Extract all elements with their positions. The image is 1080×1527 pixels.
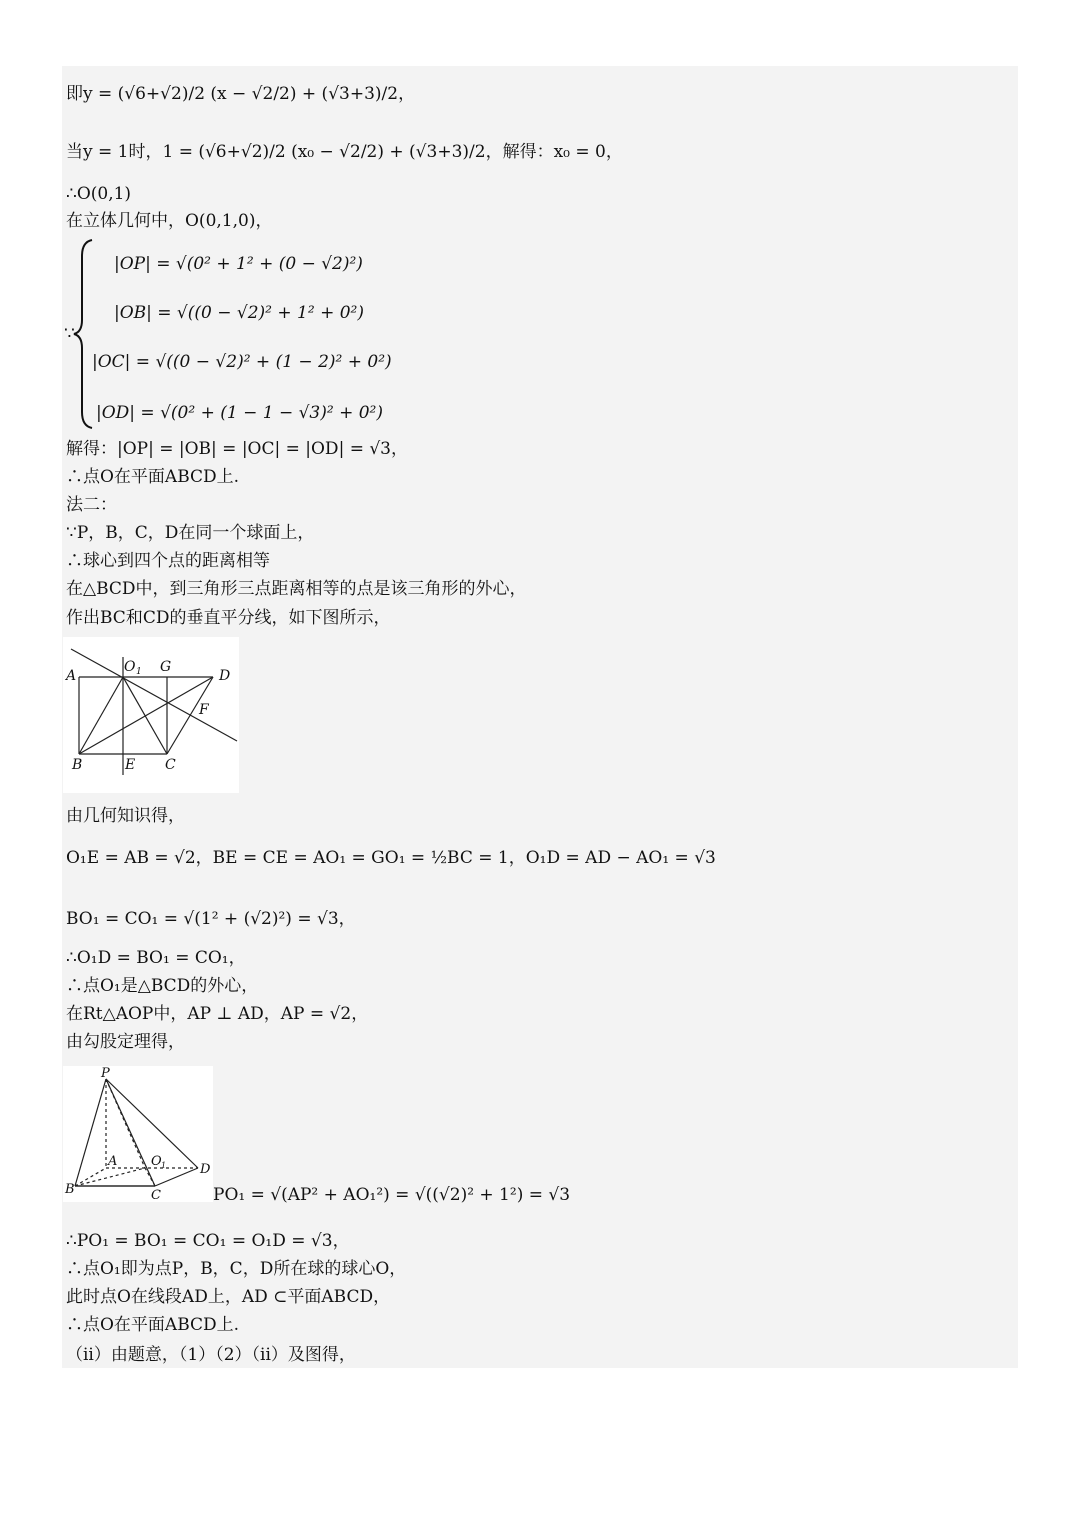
line-o-in-plane: ∴点O在平面ABCD上. (66, 467, 240, 487)
line-bo1-co1: BO₁ = CO₁ = √(1² + (√2)²) = √3， (66, 909, 356, 929)
label-o1-subscript: 1 (136, 667, 142, 677)
label-o1-subscript: 1 (161, 1161, 167, 1170)
line-perpendicular-bisectors: 作出BC和CD的垂直平分线，如下图所示， (66, 608, 391, 628)
label-a: A (108, 1154, 118, 1169)
label-g: G (160, 659, 172, 675)
line-o-on-ad: 此时点O在线段AD上，AD ⊂平面ABCD， (66, 1287, 391, 1307)
line-part-ii: （ii）由题意，（1）（2）（ii）及图得， (66, 1345, 356, 1365)
line-sphere-center: ∴点O₁即为点P，B，C，D所在球的球心O， (66, 1259, 407, 1279)
line-same-sphere: ∵P，B，C，D在同一个球面上， (66, 523, 315, 543)
line-right-triangle: 在Rt△AOP中，AP ⊥ AD，AP = √2， (66, 1004, 369, 1024)
label-c: C (151, 1188, 161, 1202)
label-b: B (65, 1182, 75, 1197)
line-solve-x0: 当y = 1时，1 = (√6+√2)/2 (x₀ − √2/2) + (√3+3)/2，解得：x₀ = 0， (66, 142, 623, 162)
line-conclusion: ∴点O在平面ABCD上. (66, 1315, 240, 1335)
equation-ob: |OB| = √((0 − √2)² + 1² + 0²) (114, 303, 364, 323)
label-d: D (200, 1162, 211, 1177)
figure-rectangle-diagram (63, 637, 239, 793)
line-tangent-equation: 即y = (√6+√2)/2 (x − √2/2) + (√3+3)/2， (66, 84, 416, 104)
line-po1: PO₁ = √(AP² + AO₁²) = √((√2)² + 1²) = √3 (213, 1185, 571, 1205)
label-f: F (199, 702, 209, 718)
figure-pyramid-diagram (63, 1066, 213, 1202)
line-all-equal: ∴PO₁ = BO₁ = CO₁ = O₁D = √3， (66, 1231, 350, 1251)
label-o1: O (151, 1154, 162, 1169)
label-e: E (125, 757, 136, 773)
label-o1: O (124, 659, 136, 675)
label-p: P (101, 1066, 110, 1081)
label-d: D (219, 668, 231, 684)
equation-op: |OP| = √(0² + 1² + (0 − √2)²) (114, 254, 363, 274)
line-distances-equal: 解得：|OP| = |OB| = |OC| = |OD| = √3， (66, 439, 408, 459)
line-3d-coords: 在立体几何中，O(0,1,0)， (66, 211, 273, 231)
equation-od: |OD| = √(0² + (1 − 1 − √3)² + 0²) (96, 403, 383, 423)
line-segment-lengths: O₁E = AB = √2，BE = CE = AO₁ = GO₁ = ½BC = 1，O₁D = AD − AO₁ = √3 (66, 848, 716, 868)
line-method-two: 法二： (66, 495, 117, 515)
line-equal-distance: ∴球心到四个点的距离相等 (66, 551, 270, 571)
label-b: B (72, 757, 83, 773)
line-pythagorean: 由勾股定理得， (66, 1032, 185, 1052)
line-geometry-knowledge: 由几何知识得， (66, 806, 185, 826)
equation-oc: |OC| = √((0 − √2)² + (1 − 2)² + 0²) (92, 352, 392, 372)
line-circumcenter: 在△BCD中，到三角形三点距离相等的点是该三角形的外心， (66, 579, 527, 599)
line-o1-circumcenter: ∴点O₁是△BCD的外心， (66, 976, 259, 996)
line-equal-segments: ∴O₁D = BO₁ = CO₁， (66, 948, 246, 968)
line-point-o: ∴O(0,1) (66, 184, 132, 204)
label-a: A (66, 668, 77, 684)
label-c: C (165, 757, 176, 773)
because-symbol: ∵ (64, 324, 75, 344)
